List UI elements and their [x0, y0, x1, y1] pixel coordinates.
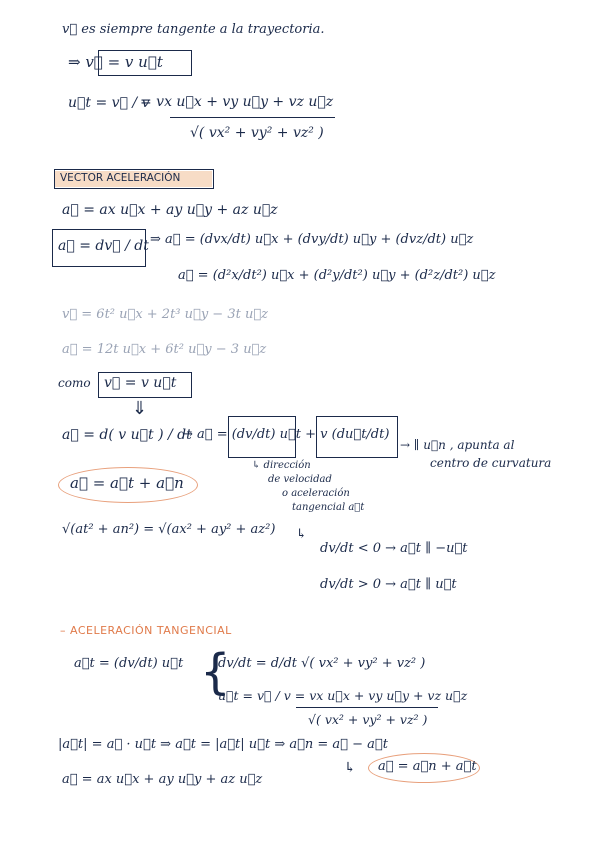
brace-icon: {	[200, 644, 231, 700]
line-a-components: a⃗ = ax u⃗x + ay u⃗y + az u⃗z	[62, 202, 278, 218]
line-ut-numerator: = vx u⃗x + vy u⃗y + vz u⃗z	[140, 94, 334, 110]
line-example-v: v⃗ = 6t² u⃗x + 2t³ u⃗y − 3t u⃗z	[62, 307, 268, 322]
line-ut-def: u⃗t = v⃗ / v	[68, 95, 150, 111]
heading-vector-aceleracion: VECTOR ACELERACIÓN	[60, 172, 181, 184]
line-a-sum: a⃗ = a⃗t + a⃗n	[70, 474, 184, 492]
line-ut-denominator: √( vx² + vy² + vz² )	[190, 125, 324, 141]
line-ut-formula-denominator: √( vx² + vy² + vz² )	[308, 712, 428, 727]
note-velocidad: de velocidad	[268, 474, 332, 485]
fraction-bar	[170, 117, 335, 118]
line-a-an-at: a⃗ = a⃗n + a⃗t	[378, 759, 477, 774]
arrow-bullet-2: ↳	[344, 760, 356, 776]
heading-aceleracion-tangencial: – ACELERACIÓN TANGENCIAL	[60, 624, 232, 637]
line-velocity-tangent: v⃗ es siempre tangente a la trayectoria.	[62, 22, 325, 37]
line-dvdt-sqrt: dv/dt = d/dt √( vx² + vy² + vz² )	[218, 656, 426, 671]
line-dvdt-negative: dv/dt < 0 → a⃗t ∥ −u⃗t	[320, 541, 468, 556]
fraction-bar-2	[296, 707, 438, 708]
line-velocity-def: ⇒ v⃗ = v u⃗t	[68, 53, 163, 71]
line-ut-formula: u⃗t = v⃗ / v = vx u⃗x + vy u⃗y + vz u⃗z	[218, 688, 468, 703]
note-tangencial: tangencial a⃗t	[292, 502, 365, 513]
line-at-projection: |a⃗t| = a⃗ · u⃗t ⇒ a⃗t = |a⃗t| u⃗t ⇒ a⃗n = a⃗ − a⃗t	[58, 737, 388, 752]
down-arrow-icon: ⇓	[132, 398, 148, 419]
line-parallel-un: → ∥ u⃗n , apunta al	[400, 438, 515, 452]
line-curvature-center: centro de curvatura	[430, 456, 552, 470]
line-example-a: a⃗ = 12t u⃗x + 6t² u⃗y − 3 u⃗z	[62, 342, 267, 357]
line-a-components-final: a⃗ = ax u⃗x + ay u⃗y + az u⃗z	[62, 772, 263, 787]
note-aceleracion: o aceleración	[282, 488, 350, 499]
line-at-def: a⃗t = (dv/dt) u⃗t	[74, 656, 184, 671]
line-como: como	[58, 376, 91, 390]
note-direccion: ↳ dirección	[252, 460, 311, 471]
line-a-product-rule: → a⃗ = (dv/dt) u⃗t + v (du⃗t/dt)	[182, 427, 390, 442]
line-v-vut: v⃗ = v u⃗t	[104, 375, 177, 391]
line-a-first-derivative: ⇒ a⃗ = (dvx/dt) u⃗x + (dvy/dt) u⃗y + (dvz/dt) u⃗z	[150, 232, 474, 247]
line-a-product: a⃗ = d( v u⃗t ) / dt	[62, 427, 192, 443]
line-dvdt-positive: dv/dt > 0 → a⃗t ∥ u⃗t	[320, 577, 457, 592]
line-magnitude-equality: √(at² + an²) = √(ax² + ay² + az²)	[62, 522, 276, 537]
arrow-bullet: ↳	[296, 527, 307, 542]
line-a-def: a⃗ = dv⃗ / dt	[58, 238, 149, 254]
line-a-second-derivative: a⃗ = (d²x/dt²) u⃗x + (d²y/dt²) u⃗y + (d²z/dt²) u⃗z	[178, 268, 496, 283]
